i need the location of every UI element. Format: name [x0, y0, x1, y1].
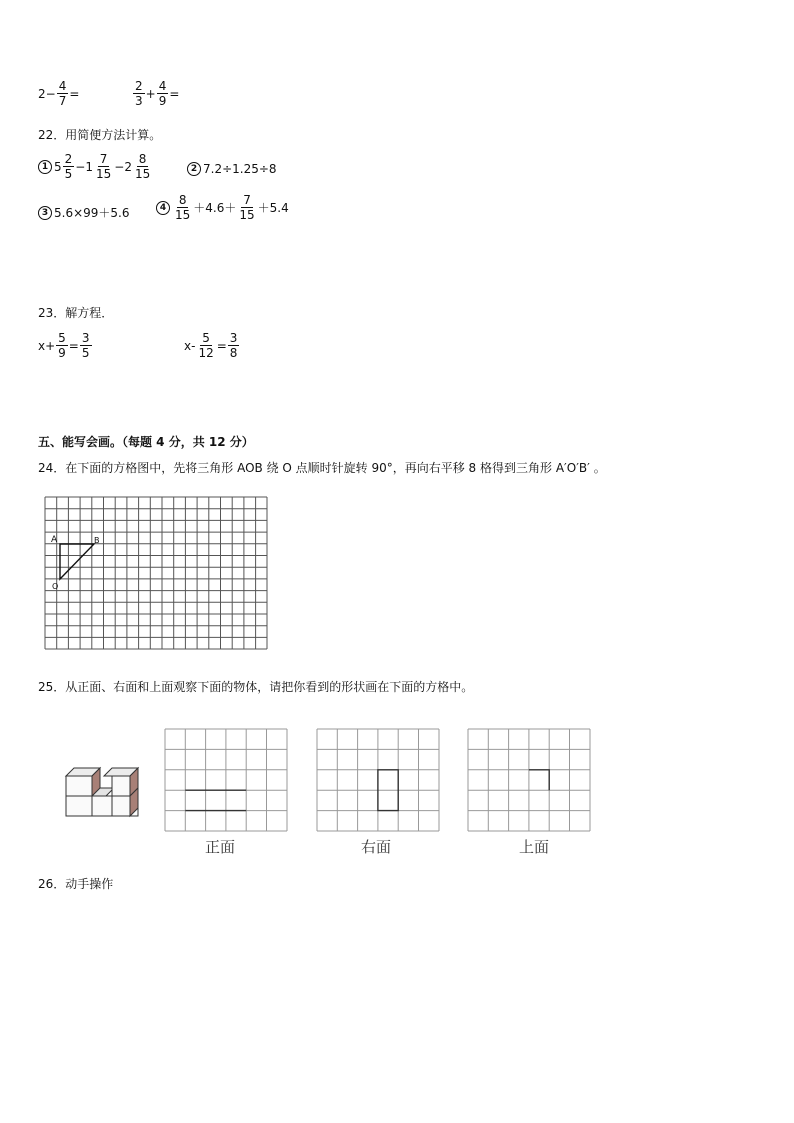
circled-number-icon: 2 — [187, 162, 201, 176]
circled-number-icon: 1 — [38, 160, 52, 174]
fraction: $\frac{2}{3}$ — [135, 79, 143, 108]
q23-equation-1: x+ $\frac{5}{9}$ = $\frac{3}{5}$ — [38, 331, 90, 360]
q22-problem-1: 1 5 $\frac{2}{5}$ −1 $\frac{7}{15}$ −2 $\frac{8}{15}$ — [38, 153, 153, 180]
q23-equation-2: x- $\frac{5}{12}$ = $\frac{3}{8}$ — [184, 331, 238, 360]
caption-top: 上面 — [519, 838, 550, 856]
q21-expression-2 — [132, 80, 179, 107]
label-o: O — [52, 582, 59, 591]
section-title: 五、能写会画。（每题 4 分，共 12 分） — [38, 435, 254, 449]
right-view-grid — [316, 728, 440, 832]
equals-sign: = — [169, 86, 180, 101]
fraction: $\frac{4}{7}$ — [58, 79, 67, 108]
front-view-outline — [185, 790, 246, 810]
q21-expression-1 — [38, 80, 79, 107]
plus-sign: + — [145, 86, 156, 101]
caption-right: 右面 — [361, 838, 392, 856]
caption-front: 正面 — [205, 838, 236, 856]
cube-blocks — [66, 768, 138, 816]
triangle-aob — [60, 544, 94, 579]
q22-problem-4: 4 $\frac{8}{15}$ ＋4.6＋ $\frac{7}{15}$ ＋5.4 — [156, 194, 289, 221]
expr-text: 2− — [38, 86, 56, 101]
top-view-outline — [529, 770, 549, 790]
expr-text: 7.2÷1.25÷8 — [203, 162, 277, 176]
q23-title: 23．解方程． — [38, 306, 114, 320]
q25-title: 25．从正面、右面和上面观察下面的物体，请把你看到的形状画在下面的方格中。 — [38, 680, 474, 694]
expr-text: 5.6×99＋5.6 — [54, 206, 130, 220]
fraction: $\frac{4}{9}$ — [158, 79, 167, 108]
label-a: A — [51, 535, 58, 545]
q22-problem-2 — [187, 162, 277, 176]
grid-lines — [45, 497, 267, 649]
equals-sign: = — [69, 86, 80, 101]
q24-grid — [40, 492, 272, 654]
q26-title: 26．动手操作 — [38, 877, 114, 891]
q22-problem-3 — [38, 204, 130, 221]
circled-number-icon: 3 — [38, 206, 52, 220]
circled-number-icon: 4 — [156, 201, 170, 215]
top-view-grid — [467, 728, 591, 832]
cube-object-figure — [62, 762, 140, 820]
label-b: B — [94, 536, 100, 545]
q24-title: 24．在下面的方格图中，先将三角形 AOB 绕 O 点顺时针旋转 90°，再向右平移 8 格得到三角形 A′O′B′ 。 — [38, 461, 606, 475]
front-view-grid — [164, 728, 288, 832]
q22-title: 22．用简便方法计算。 — [38, 128, 162, 142]
